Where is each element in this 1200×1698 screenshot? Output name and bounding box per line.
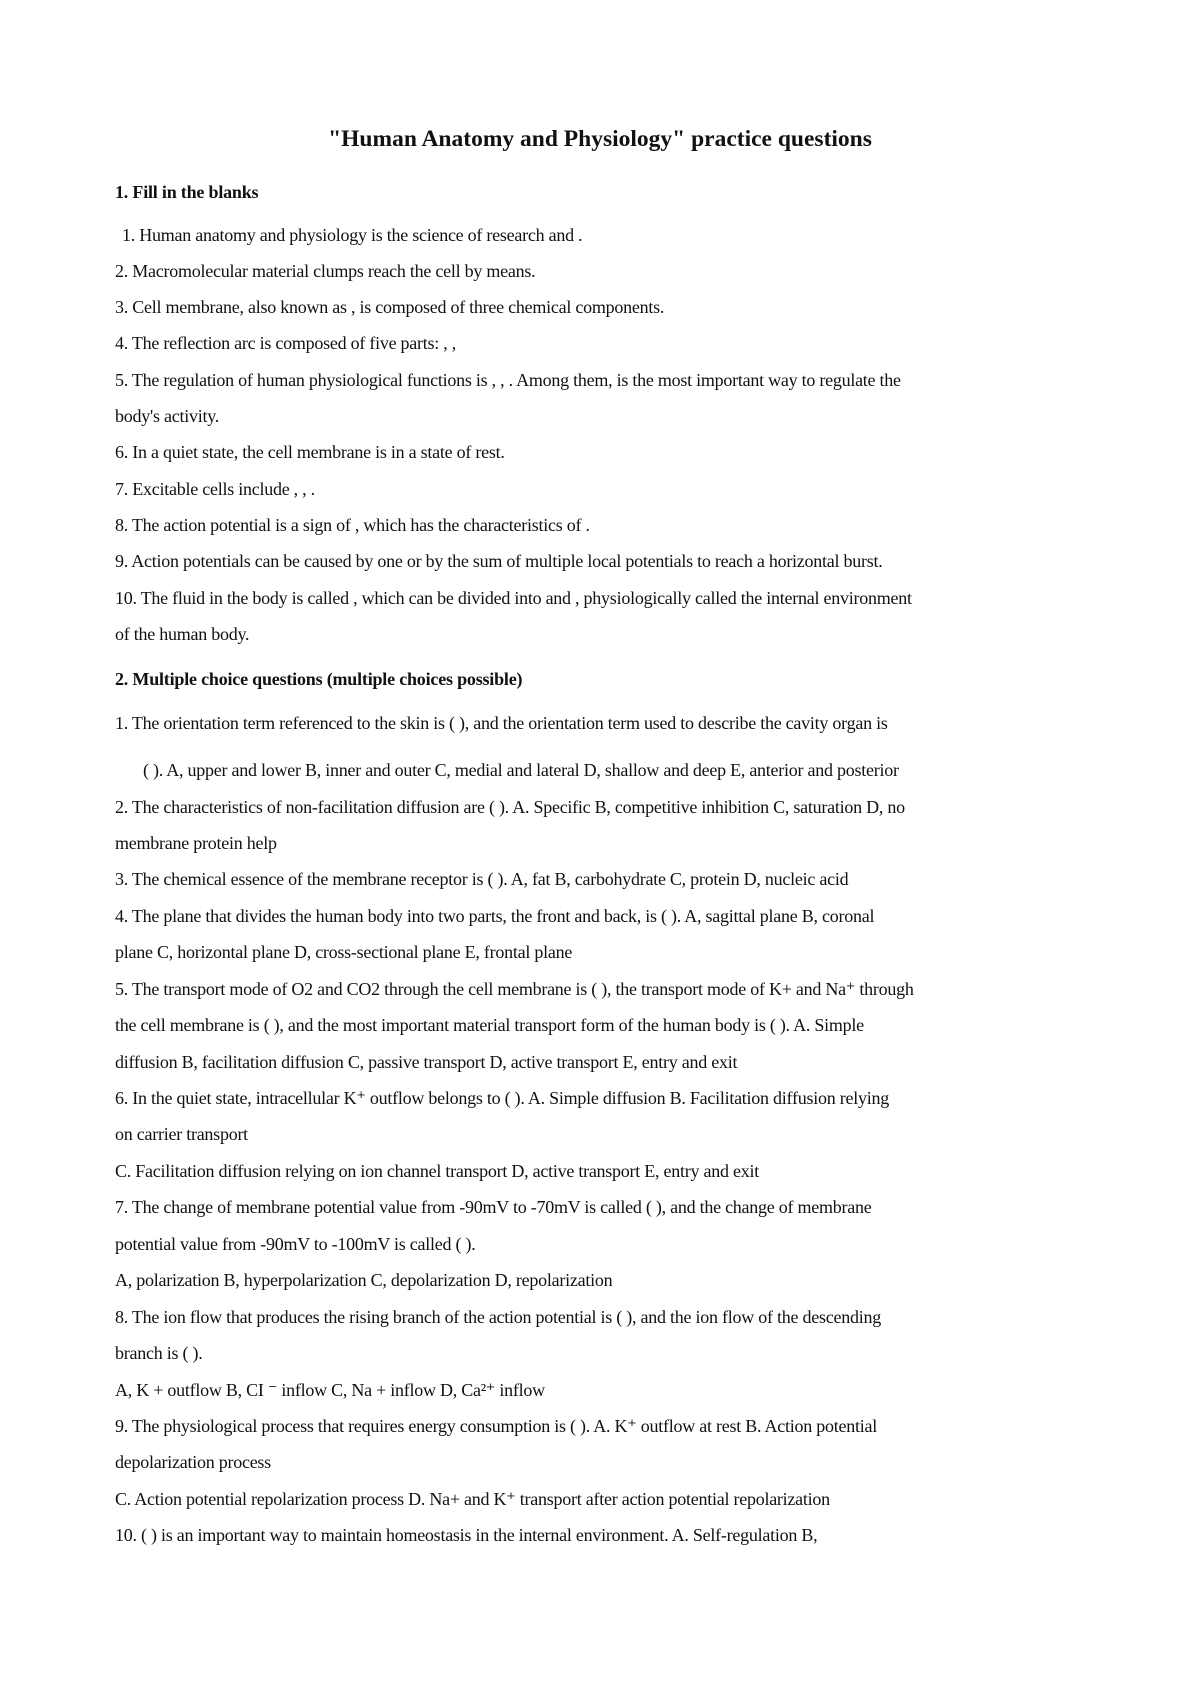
text-line: 8. The ion flow that produces the rising branch of the action potential is ( ), and the ion flow of the descending [115,1307,881,1327]
text-line: plane C, horizontal plane D, cross-sectional plane E, frontal plane [115,942,573,962]
text-line: 1. Human anatomy and physiology is the science of research and . [122,225,583,245]
text-line: 3. Cell membrane, also known as , is composed of three chemical components. [115,297,665,317]
text-line: 2. The characteristics of non-facilitation diffusion are ( ). A. Specific B, competitive inhibition C, saturation D, no [115,797,905,817]
text-line: 3. The chemical essence of the membrane receptor is ( ). A, fat B, carbohydrate C, protein D, nucleic acid [115,869,849,889]
text-line: 6. In a quiet state, the cell membrane is in a state of rest. [115,442,505,462]
text-line: A, K + outflow B, CI ⁻ inflow C, Na + inflow D, Ca²⁺ inflow [115,1380,545,1400]
text-line: ( ). A, upper and lower B, inner and outer C, medial and lateral D, shallow and deep E, anterior and posterior [143,760,899,780]
text-line: C. Action potential repolarization process D. Na+ and K⁺ transport after action potential repolarization [115,1489,830,1509]
section-heading-fill-in-blanks: 1. Fill in the blanks [115,182,259,202]
text-line: 5. The regulation of human physiological functions is , , . Among them, is the most important way to regulate the [115,370,901,390]
text-line: 4. The plane that divides the human body into two parts, the front and back, is ( ). A, sagittal plane B, coronal [115,906,875,926]
text-line: depolarization process [115,1452,271,1472]
text-line: branch is ( ). [115,1343,203,1363]
text-line: 4. The reflection arc is composed of five parts: , , [115,333,457,353]
text-line: 10. ( ) is an important way to maintain homeostasis in the internal environment. A. Self-regulation B, [115,1525,818,1545]
text-line: 8. The action potential is a sign of , which has the characteristics of . [115,515,590,535]
text-line: 6. In the quiet state, intracellular K⁺ outflow belongs to ( ). A. Simple diffusion B. Facilitation diffusion relying [115,1088,889,1108]
text-line: 10. The fluid in the body is called , which can be divided into and , physiologically called the internal environment [115,588,912,608]
section-heading-multiple-choice: 2. Multiple choice questions (multiple choices possible) [115,669,523,689]
document-title: "Human Anatomy and Physiology" practice questions [328,126,872,152]
text-line: 7. The change of membrane potential value from -90mV to -70mV is called ( ), and the change of membrane [115,1197,872,1217]
text-line: 9. Action potentials can be caused by one or by the sum of multiple local potentials to reach a horizontal burst. [115,551,883,571]
text-line: body's activity. [115,406,220,426]
text-line: 7. Excitable cells include , , . [115,479,315,499]
text-line: 2. Macromolecular material clumps reach the cell by means. [115,261,536,281]
text-line: A, polarization B, hyperpolarization C, depolarization D, repolarization [115,1270,613,1290]
text-line: membrane protein help [115,833,277,853]
text-line: of the human body. [115,624,250,644]
text-line: diffusion B, facilitation diffusion C, passive transport D, active transport E, entry and exit [115,1052,738,1072]
text-line: 5. The transport mode of O2 and CO2 through the cell membrane is ( ), the transport mode of K+ and Na⁺ through [115,979,914,999]
text-line: the cell membrane is ( ), and the most important material transport form of the human body is ( ). A. Simple [115,1015,864,1035]
text-line: potential value from -90mV to -100mV is called ( ). [115,1234,476,1254]
text-line: on carrier transport [115,1124,248,1144]
text-line: 1. The orientation term referenced to the skin is ( ), and the orientation term used to describe the cavity organ is [115,713,888,733]
text-line: 9. The physiological process that requires energy consumption is ( ). A. K⁺ outflow at rest B. Action potential [115,1416,877,1436]
text-line: C. Facilitation diffusion relying on ion channel transport D, active transport E, entry and exit [115,1161,760,1181]
